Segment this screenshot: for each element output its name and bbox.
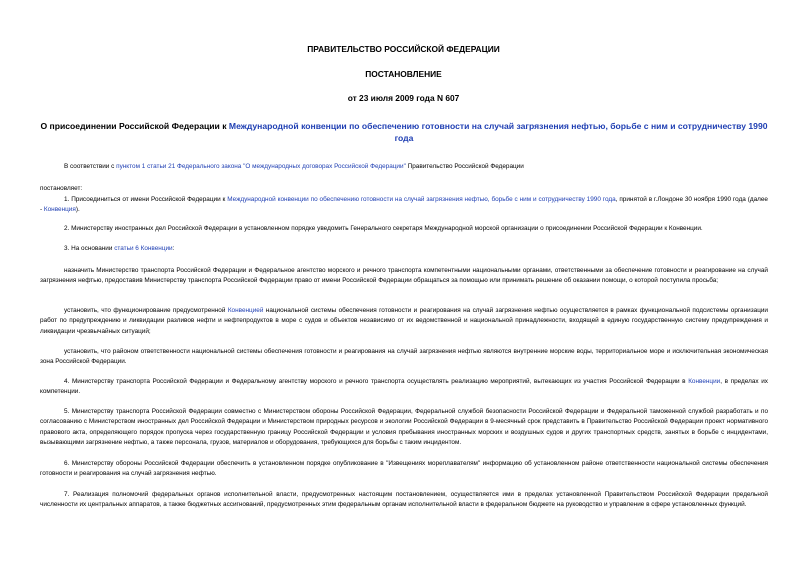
convention-link-4[interactable]: Конвенции xyxy=(688,378,721,385)
p3-prefix: 3. На основании xyxy=(64,245,115,252)
paragraph-5: 5. Министерству транспорта Российской Федерации совместно с Министерством обороны Российской Федерации, Федеральной службой безопасности Российской Федерации и Федеральной таможенной службой разработать и по согласованию с Министерством иностранных дел Российской Федерации и Министерством природных ресурсов и экологии Российской Федерации в 9-месячный срок представить в Правительство Российской Федерации проект нормативного правового акта, определяющего порядок пропуска через государственную границу Российской Федерации и условия пребывания иностранных морских и воздушных судов и других транспортных средств, занятых в борьбе с инцидентами, вызывающими загрязнение нефтью, а также персонала, грузов, материалов и оборудования, требующихся для борьбы с таким инцидентом. xyxy=(40,408,768,447)
title-prefix: О присоединении Российской Федерации к xyxy=(40,121,229,131)
p4-prefix: 4. Министерству транспорта Российской Федерации и Федеральному агентству морского и речного транспорта осуществлять реализацию мероприятий, вытекающих из участия Российской Федерации в xyxy=(64,378,689,385)
paragraph-6: 6. Министерству обороны Российской Федерации обеспечить в установленном порядке опубликование в "Извещениях мореплавателям" информацию об установленном районе ответственности национальной системы обеспечения готовности и реагирования на случай загрязнения нефтью. xyxy=(40,460,768,478)
paragraph-resolves: постановляет: xyxy=(40,185,83,192)
federal-law-link[interactable]: пунктом 1 статьи 21 Федерального закона "О международных договорах Российской Федерации" xyxy=(116,163,406,170)
paragraph-intro xyxy=(40,162,768,172)
convention-link[interactable]: Международной конвенции по обеспечению готовности на случай загрязнения нефтью, борьбе с ним и сотрудничеству 1990 года xyxy=(227,196,616,203)
p1-suffix: ). xyxy=(75,206,80,214)
paragraph-3b xyxy=(40,306,768,337)
convention-short-link[interactable]: Конвенция xyxy=(43,206,76,214)
p3b-prefix: установить, что функционирование предусмотренной xyxy=(64,307,228,314)
paragraph-1 xyxy=(40,195,768,216)
paragraph-7: 7. Реализация полномочий федеральных органов исполнительной власти, предусмотренных настоящим постановлением, осуществляется ими в пределах установленной Правительством Российской Федерации предельной численности их центральных аппаратов, а также бюджетных ассигнований, предусмотренных этим федеральным органам исполнительной власти в федеральном бюджете на руководство и управление в сфере установленных функций. xyxy=(40,491,768,509)
title-convention-link[interactable]: Международной конвенции по обеспечению готовности на случай загрязнения нефтью, борьбе с ним и сотрудничеству 1990 года xyxy=(228,121,768,143)
government-heading: ПРАВИТЕЛЬСТВО РОССИЙСКОЙ ФЕДЕРАЦИИ xyxy=(307,44,500,54)
p1-prefix: 1. Присоединиться от имени Российской Федерации к xyxy=(64,196,228,203)
paragraph-3a: назначить Министерство транспорта Российской Федерации и Федеральное агентство морского и речного транспорта компетентными национальными органами, ответственными за обеспечение готовности и реагирование на случай загрязнения нефтью, предоставив Министерству транспорта Российской Федерации право от имени Российской Федерации обращаться за помощью или принимать решение об оказании помощи, о которой поступила просьба; xyxy=(40,267,768,285)
intro-prefix: В соответствии с xyxy=(64,163,117,170)
intro-suffix: Правительство Российской Федерации xyxy=(405,163,524,170)
paragraph-4 xyxy=(40,377,768,398)
convention-link-3b[interactable]: Конвенцией xyxy=(227,307,264,314)
p3-suffix: : xyxy=(172,245,175,252)
p1-middle: , принятой в г.Лондоне 30 ноября 1990 года (далее - xyxy=(40,196,768,214)
paragraph-3c: установить, что районом ответственности национальной системы обеспечения готовности и реагирования на случай загрязнения нефтью являются внутренние морские воды, территориальное море и исключительная экономическая зона Российской Федерации. xyxy=(40,348,768,366)
article-6-link[interactable]: статьи 6 Конвенции xyxy=(114,245,173,252)
paragraph-2: 2. Министерству иностранных дел Российской Федерации в установленном порядке уведомить Генерального секретаря Международной морской организации о присоединении Российской Федерации к Конвенции. xyxy=(64,225,703,232)
p3b-suffix: национальной системы обеспечения готовности и реагирования на случай загрязнения нефтью осуществляется в рамках функциональной подсистемы организации работ по предупреждению и ликвидации разливов нефти и нефтепродуктов в море с судов и объектов независимо от их ведомственной и национальной принадлежности, входящей в единую государственную систему предупреждения и ликвидации чрезвычайных ситуаций; xyxy=(40,307,768,335)
p4-suffix: , в пределах их компетенции. xyxy=(40,378,768,396)
paragraph-3 xyxy=(40,244,768,254)
document-type-heading: ПОСТАНОВЛЕНИЕ xyxy=(365,69,442,79)
document-title xyxy=(40,120,768,144)
date-number-heading: от 23 июля 2009 года N 607 xyxy=(347,93,460,103)
